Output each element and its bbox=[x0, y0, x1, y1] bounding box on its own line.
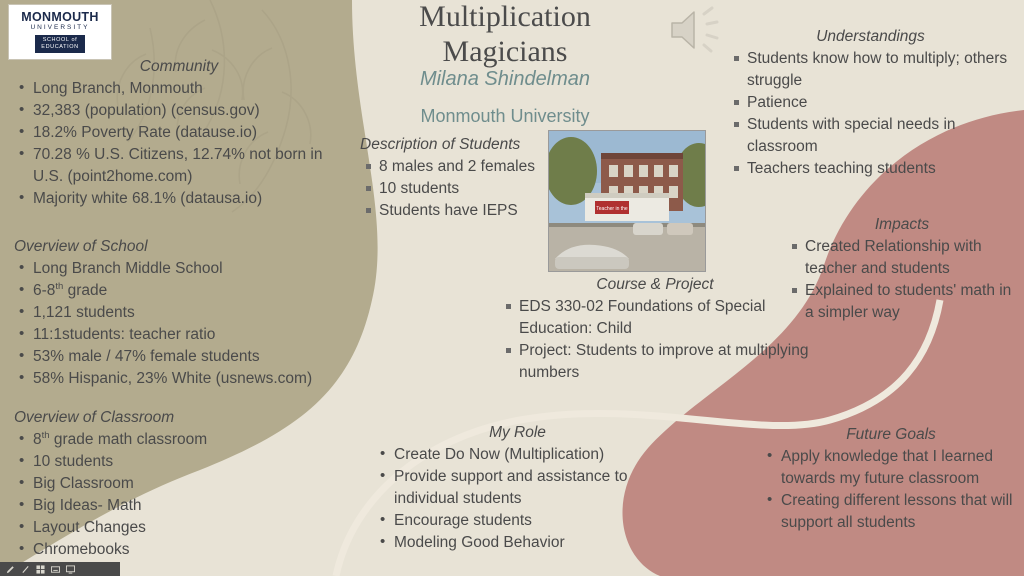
section-impacts bbox=[786, 216, 1018, 324]
list-item: • Long Branch Middle School bbox=[14, 258, 344, 280]
community-list bbox=[14, 78, 344, 210]
course-project-heading: Course & Project bbox=[596, 276, 714, 293]
overview-school-heading: Overview of School bbox=[14, 238, 148, 255]
list-item: • 70.28 % U.S. Citizens, 12.74% not born in U.S. (point2home.com) bbox=[14, 144, 344, 188]
logo-bar-line1: SCHOOL of bbox=[42, 37, 78, 44]
my-role-list bbox=[375, 444, 660, 554]
keyboard-icon[interactable] bbox=[51, 565, 60, 574]
section-my-role bbox=[375, 424, 660, 554]
list-item: • 10 students bbox=[14, 451, 344, 473]
section-overview-of-classroom bbox=[14, 409, 344, 561]
section-future-goals bbox=[762, 426, 1020, 534]
photo-sign-text: Teacher in the bbox=[596, 206, 628, 212]
title-line-1: Multiplication bbox=[419, 0, 591, 33]
understandings-list bbox=[728, 48, 1013, 180]
list-item: Explained to students' math in a simpler way bbox=[786, 280, 1018, 324]
list-item: • 53% male / 47% female students bbox=[14, 346, 344, 368]
title-line-2: Magicians bbox=[442, 34, 568, 68]
impacts-list bbox=[786, 236, 1018, 324]
list-item: • Provide support and assistance to individual students bbox=[375, 466, 660, 510]
list-item: • Encourage students bbox=[375, 510, 660, 532]
logo-main-text: MONMOUTH bbox=[21, 10, 99, 25]
bottom-toolbar[interactable] bbox=[0, 562, 120, 576]
list-item: • 6-8th grade bbox=[14, 280, 344, 302]
list-item: • Big Ideas- Math bbox=[14, 495, 344, 517]
overview-classroom-list bbox=[14, 429, 344, 561]
list-item: EDS 330-02 Foundations of Special Education: Child bbox=[500, 296, 810, 340]
list-item: • Apply knowledge that I learned towards my future classroom bbox=[762, 446, 1020, 490]
list-item: • Create Do Now (Multiplication) bbox=[375, 444, 660, 466]
description-list bbox=[360, 156, 565, 222]
list-item: • 11:1students: teacher ratio bbox=[14, 324, 344, 346]
list-item: Created Relationship with teacher and students bbox=[786, 236, 1018, 280]
list-item: 8 males and 2 females bbox=[360, 156, 565, 178]
section-community bbox=[14, 58, 344, 210]
list-item: Patience bbox=[728, 92, 1013, 114]
list-item: • Majority white 68.1% (datausa.io) bbox=[14, 188, 344, 210]
author-name: Milana Shindelman bbox=[419, 68, 591, 90]
list-item: • 32,383 (population) (census.gov) bbox=[14, 100, 344, 122]
list-item: Students know how to multiply; others struggle bbox=[728, 48, 1013, 92]
future-goals-list bbox=[762, 446, 1020, 534]
understandings-heading: Understandings bbox=[816, 28, 925, 45]
list-item: • 18.2% Poverty Rate (datause.io) bbox=[14, 122, 344, 144]
list-item: • 58% Hispanic, 23% White (usnews.com) bbox=[14, 368, 344, 390]
future-goals-heading: Future Goals bbox=[846, 426, 936, 443]
community-heading: Community bbox=[139, 58, 219, 75]
section-description-of-students bbox=[360, 136, 565, 222]
section-understandings bbox=[728, 28, 1013, 180]
list-item: • 1,121 students bbox=[14, 302, 344, 324]
my-role-heading: My Role bbox=[489, 424, 546, 441]
overview-school-list bbox=[14, 258, 344, 390]
list-item: • Layout Changes bbox=[14, 517, 344, 539]
logo-sub-text: UNIVERSITY bbox=[30, 24, 90, 32]
course-project-list bbox=[500, 296, 810, 384]
section-course-and-project bbox=[500, 276, 810, 384]
overview-classroom-heading: Overview of Classroom bbox=[14, 409, 175, 426]
slash-icon[interactable] bbox=[21, 565, 30, 574]
logo-bar-line2: EDUCATION bbox=[41, 43, 79, 50]
grid-icon[interactable] bbox=[36, 565, 45, 574]
list-item: • Modeling Good Behavior bbox=[375, 532, 660, 554]
list-item: Teachers teaching students bbox=[728, 158, 1013, 180]
list-item: 10 students bbox=[360, 178, 565, 200]
list-item: • Long Branch, Monmouth bbox=[14, 78, 344, 100]
monmouth-university-logo bbox=[8, 4, 112, 60]
section-overview-of-school bbox=[14, 238, 344, 390]
pencil-icon[interactable] bbox=[6, 565, 15, 574]
list-item: Students with special needs in classroom bbox=[728, 114, 1013, 158]
school-building-photo bbox=[548, 130, 706, 272]
logo-school-bar bbox=[35, 35, 84, 53]
list-item: • 8th grade math classroom bbox=[14, 429, 344, 451]
list-item: Project: Students to improve at multiplying numbers bbox=[500, 340, 810, 384]
speaker-audio-icon[interactable] bbox=[664, 4, 730, 56]
page-title bbox=[360, 0, 650, 69]
university-name: Monmouth University bbox=[420, 106, 590, 126]
monitor-icon[interactable] bbox=[66, 565, 75, 574]
list-item: Students have IEPS bbox=[360, 200, 565, 222]
list-item: • Creating different lessons that will support all students bbox=[762, 490, 1020, 534]
list-item: • Chromebooks bbox=[14, 539, 344, 561]
description-heading: Description of Students bbox=[360, 136, 521, 153]
impacts-heading: Impacts bbox=[874, 216, 930, 233]
list-item: • Big Classroom bbox=[14, 473, 344, 495]
